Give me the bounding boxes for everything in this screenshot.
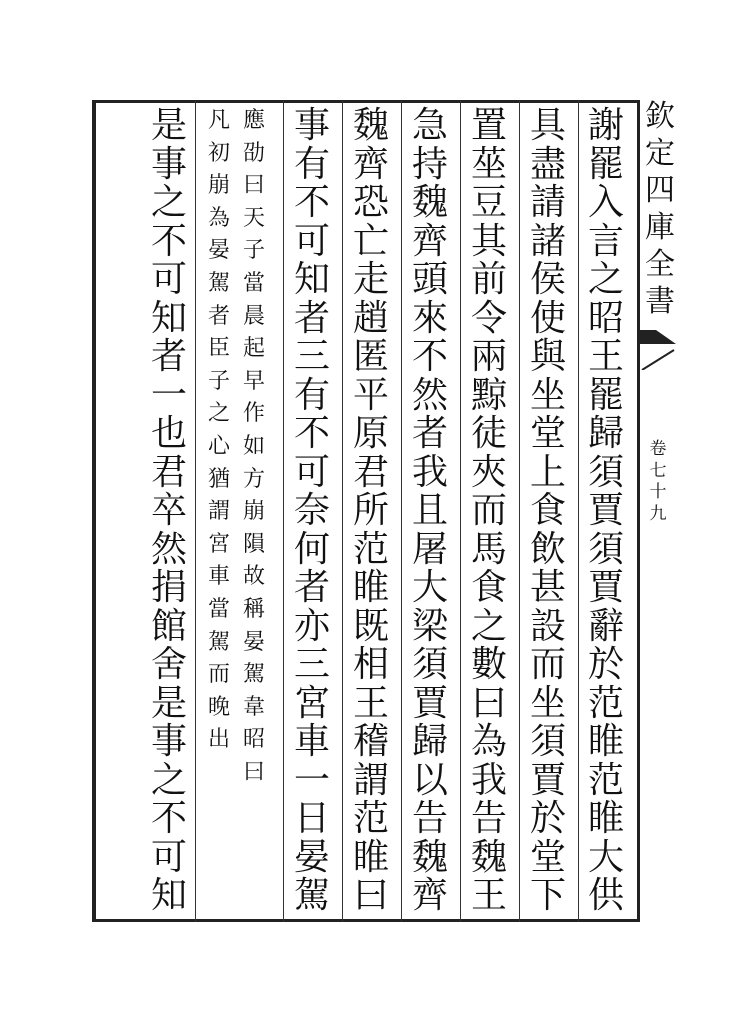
text-character: 不 — [150, 798, 187, 839]
text-character: 侯 — [529, 259, 566, 300]
text-character: 有 — [293, 374, 330, 416]
text-character: 前 — [470, 259, 507, 300]
annotation-character: 為 — [207, 205, 230, 231]
column-divider — [401, 100, 402, 922]
text-character: 屠 — [411, 528, 448, 570]
text-character: 之 — [150, 759, 187, 801]
annotation-character: 晨 — [242, 303, 265, 329]
text-character: 其 — [470, 220, 507, 262]
text-character: 堂 — [529, 836, 566, 878]
text-character: 之 — [150, 182, 187, 223]
text-character: 而 — [470, 490, 507, 531]
annotation-character: 故 — [242, 564, 265, 590]
text-character: 睢 — [587, 798, 624, 839]
column-divider — [578, 100, 579, 922]
text-character: 奈 — [293, 490, 330, 531]
text-character: 舍 — [150, 644, 187, 685]
annotation-character: 崩 — [207, 173, 230, 199]
annotation-character: 應 — [242, 108, 265, 133]
text-character: 晏 — [293, 836, 330, 878]
text-character: 不 — [293, 182, 330, 223]
text-character: 捐 — [150, 567, 187, 608]
annotation-character: 謂 — [207, 499, 230, 525]
fish-tail-mark-icon — [640, 330, 676, 370]
text-character: 魏 — [470, 836, 507, 878]
title-character: 四 — [645, 173, 675, 208]
annotation-character: 而 — [207, 662, 230, 688]
text-character: 於 — [529, 798, 566, 839]
annotation-character: 晏 — [242, 629, 265, 655]
title-character: 定 — [645, 136, 675, 171]
text-character: 罷 — [587, 143, 624, 185]
text-character: 也 — [150, 413, 187, 454]
annotation-character: 稱 — [242, 596, 265, 622]
text-character: 不 — [150, 220, 187, 262]
text-character: 為 — [470, 721, 507, 762]
text-character: 夾 — [470, 451, 507, 493]
text-character: 食 — [529, 490, 566, 531]
text-character: 王 — [470, 875, 507, 916]
annotation-character: 車 — [207, 564, 230, 590]
volume-character: 七 — [649, 460, 667, 481]
annotation-character: 子 — [242, 238, 265, 264]
volume-character: 卷 — [649, 439, 667, 459]
text-character: 可 — [150, 259, 187, 300]
text-character: 睢 — [352, 567, 389, 608]
annotation-character: 當 — [207, 596, 230, 622]
annotation-character: 猶 — [207, 466, 230, 492]
text-character: 齊 — [411, 220, 448, 262]
text-character: 不 — [411, 336, 448, 377]
text-character: 設 — [529, 605, 566, 647]
text-character: 君 — [150, 451, 187, 493]
text-character: 須 — [587, 451, 624, 493]
text-character: 置 — [470, 105, 507, 146]
text-character: 魏 — [411, 182, 448, 223]
text-character: 甚 — [529, 567, 566, 608]
annotation-character: 晚 — [207, 694, 230, 720]
text-character: 我 — [411, 451, 448, 493]
text-character: 睢 — [587, 721, 624, 762]
text-character: 入 — [587, 182, 624, 223]
text-character: 豆 — [470, 182, 507, 223]
text-character: 諸 — [529, 220, 566, 262]
text-character: 馬 — [470, 528, 507, 570]
text-character: 可 — [293, 451, 330, 493]
annotation-character: 崩 — [242, 499, 265, 525]
text-character: 曰 — [470, 682, 507, 724]
text-character: 來 — [411, 297, 448, 339]
annotation-column — [206, 108, 232, 916]
annotation-character: 作 — [242, 401, 265, 427]
text-character: 之 — [587, 259, 624, 300]
text-column — [402, 105, 458, 916]
text-character: 齊 — [411, 875, 448, 916]
text-character: 匿 — [352, 336, 389, 377]
title-character: 書 — [645, 284, 675, 319]
text-character: 賈 — [587, 567, 624, 608]
column-divider — [195, 100, 196, 922]
margin-book-title — [640, 100, 680, 318]
text-character: 一 — [293, 759, 330, 801]
annotation-character: 心 — [207, 433, 230, 459]
text-character: 王 — [587, 336, 624, 377]
volume-character: 十 — [649, 482, 667, 503]
text-character: 者 — [150, 336, 187, 377]
text-character: 黥 — [470, 374, 507, 416]
text-character: 者 — [293, 297, 330, 339]
text-character: 然 — [411, 374, 448, 416]
text-character: 知 — [150, 875, 187, 916]
text-character: 原 — [352, 413, 389, 454]
text-character: 稽 — [352, 721, 389, 762]
annotation-character: 子 — [207, 368, 230, 394]
text-character: 辭 — [587, 605, 624, 647]
annotation-character: 凡 — [207, 108, 230, 133]
text-character: 知 — [150, 297, 187, 339]
text-character: 走 — [352, 259, 389, 300]
annotation-character: 曰 — [242, 759, 265, 785]
text-character: 急 — [411, 105, 448, 146]
text-character: 須 — [529, 721, 566, 762]
text-character: 梁 — [411, 605, 448, 647]
text-character: 日 — [293, 798, 330, 839]
text-character: 歸 — [411, 721, 448, 762]
text-character: 有 — [293, 143, 330, 185]
text-character: 齊 — [352, 143, 389, 185]
column-divider — [342, 100, 343, 922]
text-character: 卒 — [150, 490, 187, 531]
text-column — [141, 105, 197, 916]
text-character: 數 — [470, 644, 507, 685]
text-character: 須 — [587, 528, 624, 570]
text-column — [578, 105, 634, 916]
text-character: 大 — [411, 567, 448, 608]
text-character: 者 — [411, 413, 448, 454]
text-character: 須 — [411, 644, 448, 685]
text-character: 曰 — [352, 875, 389, 916]
annotation-character: 如 — [242, 433, 265, 459]
text-character: 兩 — [470, 336, 507, 377]
text-character: 既 — [352, 605, 389, 647]
text-character: 坐 — [529, 374, 566, 416]
text-character: 下 — [529, 875, 566, 916]
text-character: 事 — [150, 143, 187, 185]
text-character: 具 — [529, 105, 566, 146]
text-character: 坐 — [529, 682, 566, 724]
text-character: 范 — [587, 759, 624, 801]
text-character: 何 — [293, 528, 330, 570]
text-character: 宮 — [293, 682, 330, 724]
annotation-character: 當 — [242, 270, 265, 296]
annotation-character: 隕 — [242, 531, 265, 557]
text-character: 王 — [352, 682, 389, 724]
text-character: 魏 — [411, 836, 448, 878]
annotation-character: 昭 — [242, 727, 265, 753]
text-character: 范 — [352, 528, 389, 570]
text-character: 賈 — [587, 490, 624, 531]
volume-character: 九 — [649, 503, 667, 524]
text-character: 與 — [529, 336, 566, 377]
text-character: 駕 — [293, 875, 330, 916]
text-character: 知 — [293, 259, 330, 300]
text-character: 館 — [150, 605, 187, 647]
text-character: 徒 — [470, 413, 507, 454]
text-character: 所 — [352, 490, 389, 531]
text-character: 令 — [470, 297, 507, 339]
text-character: 平 — [352, 374, 389, 416]
text-character: 事 — [293, 105, 330, 146]
text-character: 睢 — [352, 836, 389, 878]
text-character: 且 — [411, 490, 448, 531]
text-character: 以 — [411, 759, 448, 801]
text-column — [284, 105, 340, 916]
text-character: 昭 — [587, 297, 624, 339]
text-character: 罷 — [587, 374, 624, 416]
text-character: 告 — [470, 798, 507, 839]
text-character: 恐 — [352, 182, 389, 223]
annotation-character: 曰 — [242, 173, 265, 199]
annotation-character: 之 — [207, 401, 230, 427]
text-character: 飲 — [529, 528, 566, 570]
text-character: 於 — [587, 644, 624, 685]
annotation-character: 臣 — [207, 336, 230, 362]
text-character: 而 — [529, 644, 566, 685]
text-character: 魏 — [352, 105, 389, 146]
text-character: 不 — [293, 413, 330, 454]
annotation-character: 者 — [207, 303, 230, 329]
text-character: 賈 — [411, 682, 448, 724]
text-character: 是 — [150, 682, 187, 724]
text-character: 我 — [470, 759, 507, 801]
text-character: 莝 — [470, 143, 507, 185]
text-character: 可 — [293, 220, 330, 262]
column-divider — [283, 100, 284, 922]
text-character: 亦 — [293, 605, 330, 647]
text-character: 供 — [587, 875, 624, 916]
text-character: 大 — [587, 836, 624, 878]
annotation-character: 出 — [207, 727, 230, 753]
text-character: 之 — [470, 605, 507, 647]
text-character: 盡 — [529, 143, 566, 185]
text-character: 謝 — [587, 105, 624, 146]
text-character: 范 — [352, 798, 389, 839]
text-character: 持 — [411, 143, 448, 185]
annotation-character: 劭 — [242, 140, 265, 166]
text-character: 請 — [529, 182, 566, 223]
annotation-character: 早 — [242, 368, 265, 394]
text-column — [520, 105, 576, 916]
column-divider — [519, 100, 520, 922]
text-character: 上 — [529, 451, 566, 493]
text-character: 相 — [352, 644, 389, 685]
text-character: 君 — [352, 451, 389, 493]
title-character: 欽 — [645, 99, 675, 134]
text-character: 歸 — [587, 413, 624, 454]
text-character: 堂 — [529, 413, 566, 454]
text-character: 一 — [150, 374, 187, 416]
annotation-character: 駕 — [242, 662, 265, 688]
text-character: 食 — [470, 567, 507, 608]
text-character: 賈 — [529, 759, 566, 801]
text-character: 車 — [293, 721, 330, 762]
text-character: 頭 — [411, 259, 448, 300]
text-character: 事 — [150, 721, 187, 762]
text-character: 言 — [587, 220, 624, 262]
text-character: 三 — [293, 336, 330, 377]
annotation-character: 起 — [242, 336, 265, 362]
margin-volume-number — [643, 440, 673, 524]
annotation-character: 宮 — [207, 531, 230, 557]
text-character: 是 — [150, 105, 187, 146]
annotation-character: 方 — [242, 466, 265, 492]
annotation-character: 韋 — [242, 694, 265, 720]
text-character: 謂 — [352, 759, 389, 801]
text-character: 可 — [150, 836, 187, 878]
annotation-character: 晏 — [207, 238, 230, 264]
text-character: 者 — [293, 567, 330, 608]
text-character: 趙 — [352, 297, 389, 339]
annotation-character: 駕 — [207, 629, 230, 655]
text-character: 告 — [411, 798, 448, 839]
text-character: 范 — [587, 682, 624, 724]
text-column — [461, 105, 517, 916]
column-divider — [460, 100, 461, 922]
title-character: 全 — [645, 247, 675, 282]
annotation-character: 初 — [207, 140, 230, 166]
annotation-column — [241, 108, 267, 916]
title-character: 庫 — [645, 210, 675, 245]
text-column — [343, 105, 399, 916]
text-character: 三 — [293, 644, 330, 685]
annotation-character: 天 — [242, 205, 265, 231]
text-character: 亡 — [352, 220, 389, 262]
annotation-character: 駕 — [207, 270, 230, 296]
text-character: 然 — [150, 528, 187, 570]
text-character: 使 — [529, 297, 566, 339]
